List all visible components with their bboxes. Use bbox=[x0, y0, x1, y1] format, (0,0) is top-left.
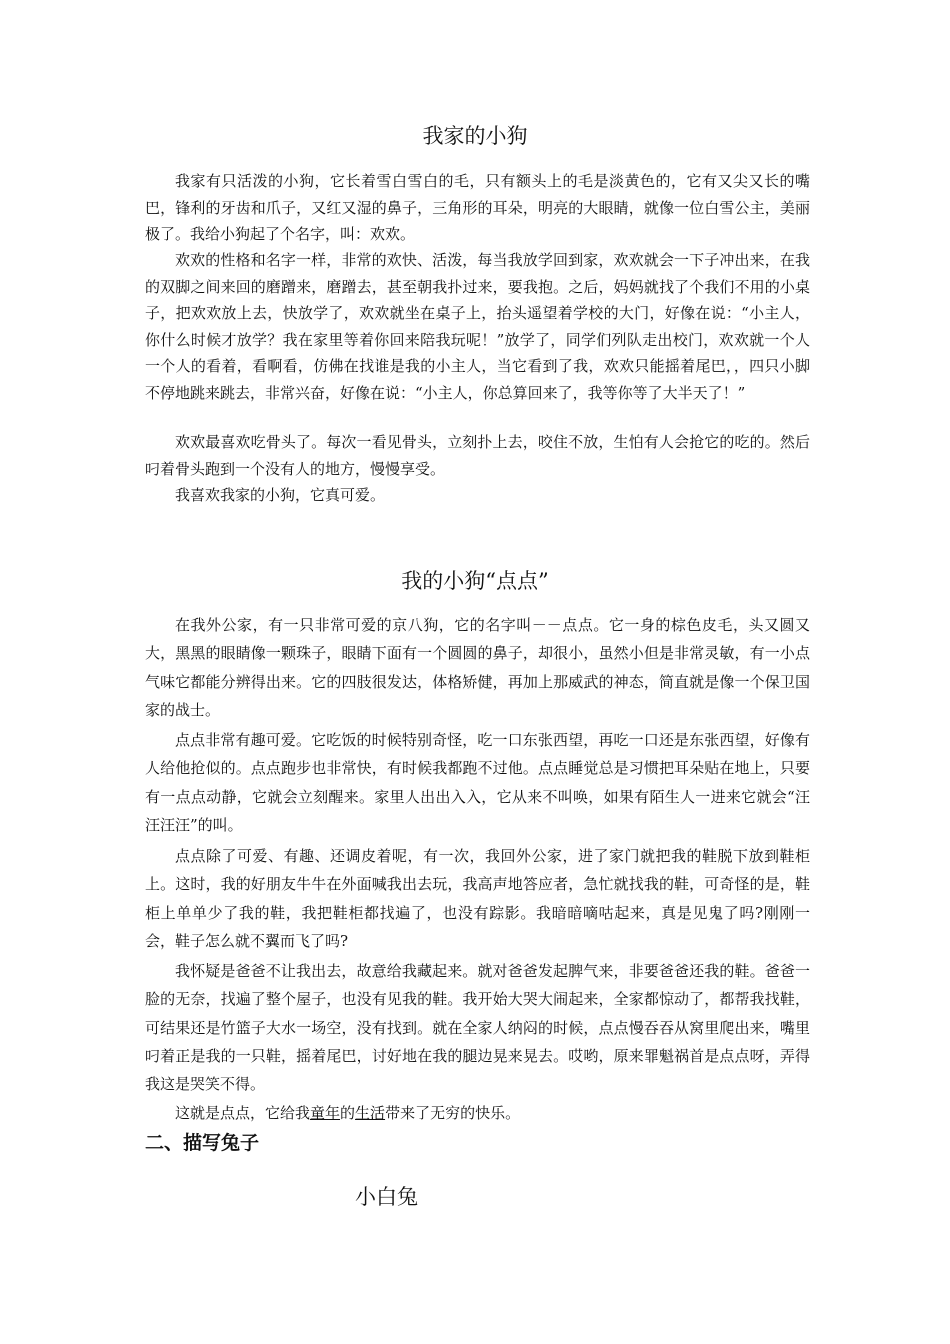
story2-paragraph-1: 在我外公家，有一只非常可爱的京八狗，它的名字叫－－点点。它一身的棕色皮毛，头又圆又大，黑黑的眼睛像一颗珠子，眼睛下面有一个圆圆的鼻子，却很小，虽然小但是非常灵敏，有一小点气味它都能分辨得出来。它的四肢很发达，体格矫健，再加上那威武的神态，简直就是像一个保卫国家的战士。 bbox=[145, 616, 810, 719]
story2-paragraph-3: 点点除了可爱、有趣、还调皮着呢，有一次，我回外公家，进了家门就把我的鞋脱下放到鞋柜上。这时，我的好朋友牛牛在外面喊我出去玩，我高声地答应者，急忙就找我的鞋，可奇怪的是，鞋柜上单单少了我的鞋，我把鞋柜都找遍了，也没有踪影。我暗暗嘀咕起来，真是见鬼了吗?刚刚一会，鞋子怎么就不翼而飞了吗? bbox=[145, 847, 810, 950]
story1-paragraph-3: 欢欢最喜欢吃骨头了。每次一看见骨头，立刻扑上去，咬住不放，生怕有人会抢它的吃的。然后叼着骨头跑到一个没有人的地方，慢慢享受。 bbox=[145, 433, 810, 478]
link-childhood[interactable]: 童年 bbox=[310, 1104, 341, 1122]
story3-title: 小白兔 bbox=[355, 1185, 418, 1209]
link-life[interactable]: 生活 bbox=[355, 1104, 386, 1122]
story2-paragraph-2: 点点非常有趣可爱。它吃饭的时候特别奇怪，吃一口东张西望，再吃一口还是东张西望，好像有人给他抢似的。点点跑步也非常快，有时候我都跑不过他。点点睡觉总是习惯把耳朵贴在地上，只要有一点点动静，它就会立刻醒来。家里人出出入入，它从来不叫唤，如果有陌生人一进来它就会“汪汪汪汪”的叫。 bbox=[145, 731, 810, 834]
paragraph-text: 这就是点点，它给我 bbox=[175, 1104, 311, 1122]
story2-title: 我的小狗“点点” bbox=[401, 569, 549, 593]
story1-title: 我家的小狗 bbox=[422, 124, 528, 148]
paragraph-text: 的 bbox=[340, 1104, 356, 1122]
section-heading: 二、描写兔子 bbox=[145, 1132, 260, 1154]
paragraph-text: 带来了无穷的快乐。 bbox=[385, 1104, 521, 1122]
story1-paragraph-4: 我喜欢我家的小狗，它真可爱。 bbox=[175, 486, 386, 504]
story1-paragraph-1: 我家有只活泼的小狗，它长着雪白雪白的毛，只有额头上的毛是淡黄色的，它有又尖又长的嘴巴，锋利的牙齿和爪子，又红又湿的鼻子，三角形的耳朵，明亮的大眼睛，就像一位白雪公主，美丽极了。我给小狗起了个名字，叫：欢欢。 bbox=[145, 172, 810, 243]
story1-paragraph-2: 欢欢的性格和名字一样，非常的欢快、活泼，每当我放学回到家，欢欢就会一下子冲出来，在我的双脚之间来回的磨蹭来，磨蹭去，甚至朝我扑过来，要我抱。之后，妈妈就找了个我们不用的小桌子，把欢欢放上去，快放学了，欢欢就坐在桌子上，抬头遥望着学校的大门，好像在说：“小主人，你什么时候才放学？我在家里等着你回来陪我玩呢！”放学了，同学们列队走出校门，欢欢就一个人一个人的看着，看啊看，仿佛在找谁是我的小主人，当它看到了我，欢欢只能摇着尾巴，，四只小脚不停地跳来跳去，非常兴奋，好像在说：“小主人，你总算回来了，我等你等了大半天了！” bbox=[145, 251, 810, 402]
story2-paragraph-5 bbox=[145, 1099, 810, 1127]
story2-paragraph-4: 我怀疑是爸爸不让我出去，故意给我藏起来。就对爸爸发起脾气来，非要爸爸还我的鞋。爸爸一脸的无奈，找遍了整个屋子，也没有见我的鞋。我开始大哭大闹起来，全家都惊动了，都帮我找鞋，可结果还是竹篮子大水一场空，没有找到。就在全家人纳闷的时候，点点慢吞吞从窝里爬出来，嘴里叼着正是我的一只鞋，摇着尾巴，讨好地在我的腿边晃来晃去。哎哟，原来罪魁祸首是点点呀，弄得我这是哭笑不得。 bbox=[145, 962, 810, 1094]
